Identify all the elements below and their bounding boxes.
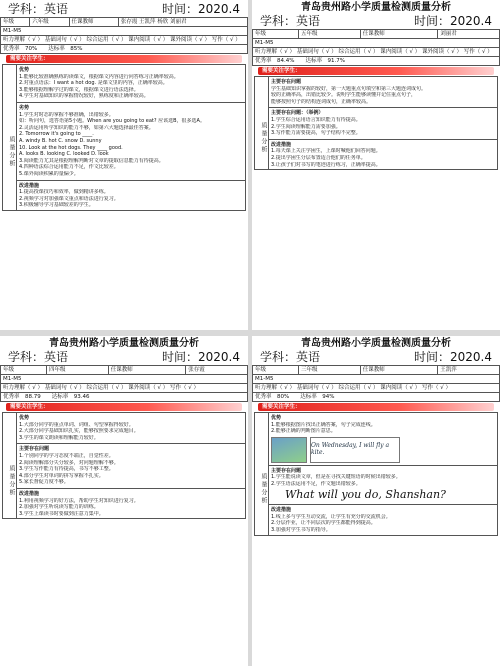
subject-label: 学科：英语: [8, 350, 69, 364]
focus-students-label: 需要关注学生：: [10, 404, 49, 410]
subject-row: [0, 2, 248, 17]
info-table: [252, 29, 500, 66]
info-row-rate: [1, 393, 248, 402]
info-row-skills: [1, 384, 248, 393]
analysis-side-label: 质量分析: [3, 413, 17, 518]
section-line: 3.阅读能力尤其是根据理解判断对文章的提取信息能力有待提高。: [19, 157, 164, 164]
section-line: 较的正确率高，出错比较少。说明学生能够读懂并记住重点句子，: [271, 92, 417, 99]
section-line: 1.能够根据图片找出正确答案，句子完成连线。: [271, 421, 376, 428]
section-title: 优势: [19, 67, 30, 73]
info-cell: 年级: [253, 30, 299, 39]
info-row-scope: [253, 39, 500, 48]
subject-row: [252, 350, 500, 365]
section-line: A. windy B. hot C. snow D. sunny: [19, 137, 102, 144]
time-label: 时间：2020.4: [162, 350, 240, 364]
scope-cell: M1-M5: [253, 375, 500, 384]
section-line: 1.学生能说读文章，但是在寻找关键短语的时候出错较多。: [271, 474, 401, 481]
analysis-side-label: 质量分析: [255, 413, 269, 535]
rate-cell: 优秀率 84.4% 达标率 91.7%: [253, 57, 500, 66]
section-title: 改进措施: [19, 182, 40, 189]
focus-students-bar: [6, 55, 242, 63]
section-line: 2.分层作业，让不同层次的学生都能得到提高。: [271, 520, 376, 527]
section-line: 2.大部分同学基础知识扎实，能够按照要求完成题目。: [19, 428, 139, 435]
section-line: 3.学生上课读书时要做到注意力集中。: [19, 510, 104, 517]
analysis-side-label: 质量分析: [3, 65, 17, 210]
scope-cell: M1-M5: [1, 375, 248, 384]
info-cell: 张存霞: [186, 366, 248, 375]
exercise-picture: [271, 437, 495, 463]
info-row-skills: [1, 36, 248, 45]
scope-cell: M1-M5: [1, 27, 248, 36]
section-title: 优势: [19, 415, 30, 421]
skills-cell: 听力理解（ √ ） 基础词句（ √ ） 综合运用（ √ ） 课外阅读（ √ ） 写作（ √ ）: [1, 384, 248, 393]
section-line: 2.阅读理解部分失分较多，对问题理解不够。: [19, 459, 119, 466]
rate-cell: 优秀率 80% 达标率 94%: [253, 393, 500, 402]
analysis-body: [254, 412, 498, 536]
info-row-rate: [253, 393, 500, 402]
info-row-grade: [1, 366, 248, 375]
info-cell: 五年级: [298, 30, 360, 39]
section-line: 2.学生语法运用不足，作文题出错较多。: [271, 480, 361, 487]
focus-students-bar: [6, 403, 242, 411]
info-row-rate: [253, 57, 500, 66]
analysis-body: [2, 64, 246, 211]
focus-students-label: 需要关注学生：: [262, 404, 301, 410]
section-line: 2.对重点语法：I want a hot dog. 是课文里的内容，正确率较高。: [19, 80, 168, 87]
section-line: 1.个别同学的学习态度不端正，自觉性差。: [19, 452, 114, 459]
scope-cell: M1-M5: [253, 39, 500, 48]
info-row-grade: [1, 18, 248, 27]
report-sheet-grade4: [0, 336, 248, 666]
info-cell: 任课教师: [108, 366, 186, 375]
skills-cell: 听力理解（ √ ） 基础词句（ √ ） 综合运用（ √ ） 课内阅读（ √ ） 课外阅读（ √ ） 写作（ √ ）: [253, 48, 500, 57]
section-title: 主要存在问题: [19, 446, 50, 453]
analysis-content: [269, 77, 497, 169]
subject-label: 学科：英语: [260, 14, 321, 28]
section-line: 1.大部分同学的重点单词、词组、句型掌握得较好。: [19, 421, 134, 428]
info-cell: 年级: [1, 366, 47, 375]
subject-label: 学科：英语: [8, 2, 69, 16]
info-row-skills: [253, 384, 500, 393]
section-line: 能够按照句子的结构连词成句，正确率较高。: [271, 98, 372, 105]
info-row-scope: [1, 27, 248, 36]
section-line: 3.让孩子们对书写的笔迹进行练习，正确率提高。: [271, 161, 381, 168]
section-line: 3.写作能力需要提高，句子结构不完整。: [271, 130, 361, 137]
skills-cell: 听力理解（ √ ） 基础词句（ √ ） 综合运用（ √ ） 课内阅读（ √ ） 写作（ √ ）: [253, 384, 500, 393]
section-divider: [269, 139, 497, 140]
section-line: 1.学生综合运用语言知识能力有待提高。: [271, 116, 361, 123]
section-divider: [269, 465, 497, 466]
info-row-scope: [1, 375, 248, 384]
rate-cell: 优秀率 88.79 达标率 93.46: [1, 393, 248, 402]
section-line: 如：听问句，选答语第5小题。When are you going to eat? 应该选B，很多选A。: [19, 118, 205, 125]
info-cell: 六年级: [30, 18, 69, 27]
analysis-body: [254, 76, 498, 170]
section-line: 1.线上多与学生互动交流，让学生有充分的交流机会。: [271, 513, 391, 520]
section-line: 10. Look at the hot dogs. They ____ good.: [19, 144, 123, 151]
info-cell: 任课教师: [69, 18, 118, 27]
section-line: 2.学生阅读理解能力需要加强。: [271, 123, 341, 130]
focus-students-label: 需要关注学生：: [10, 56, 49, 62]
info-cell: 张存霞 王凯萍 杨欣 刘丽君: [118, 18, 247, 27]
section-line: 5.家长督促力度不够。: [19, 479, 69, 486]
section-line: 学生基础知识掌握的较好，第一大题重点句填空和第三大题连词成句。: [271, 85, 427, 92]
report-sheet-grade5: [252, 0, 500, 330]
info-row-rate: [1, 45, 248, 54]
section-line: A. looks B. looking C. looked D. look: [19, 151, 109, 158]
info-table: [0, 17, 248, 54]
section-line: 3.积极辅导学习基础较差的学生。: [19, 202, 94, 209]
section-divider: [17, 180, 245, 181]
rate-cell: 优秀率 70% 达标率 85%: [1, 45, 248, 54]
section-line: 2.视频学习对加强课文重点和语法进行复习。: [19, 195, 119, 202]
subject-row: [0, 350, 248, 365]
analysis-content: [17, 413, 245, 518]
report-sheet-grade3: [252, 336, 500, 666]
info-cell: 三年级: [298, 366, 360, 375]
analysis-content: [17, 65, 245, 210]
info-cell: 任课教师: [360, 30, 438, 39]
section-title: 改进措施: [271, 141, 292, 148]
time-label: 时间：2020.4: [414, 350, 492, 364]
section-line: 2. Tomorrow it's going to ____.: [19, 131, 94, 138]
section-line: 2.灵活运用所学知识的能力不够，如第六大题选择最佳答案。: [19, 124, 154, 131]
info-table: [0, 365, 248, 402]
report-banner: 青岛贵州路小学质量检测质量分析: [49, 338, 199, 349]
section-line: 1.提高授课技巧和效率，做到精讲多练。: [19, 189, 109, 196]
info-cell: 任课教师: [360, 366, 438, 375]
info-cell: 年级: [1, 18, 30, 27]
info-cell: 刘丽君: [438, 30, 500, 39]
section-line: 3.加强对学生书写的指导。: [271, 526, 331, 533]
section-line: 1.学生对时态的掌握不够准确，出错较多。: [19, 111, 114, 118]
report-sheet-grade6: [0, 0, 248, 330]
section-line: 3.能够根据理解学过的课文，根据课文进行语法选择。: [19, 86, 139, 93]
section-line: 4.学生对基础知识的掌握情况较好，熟练度和正确率较高。: [19, 93, 149, 100]
section-divider: [17, 488, 245, 489]
info-table: [252, 365, 500, 402]
info-row-skills: [253, 48, 500, 57]
section-title: 主要存在问题: [271, 79, 302, 85]
section-divider: [17, 443, 245, 444]
section-line: 2.加强对学生听说读写能力的训练。: [19, 504, 99, 511]
picture-caption: On Wednesday, I will fly a kite.: [310, 437, 400, 463]
section-title: 改进措施: [271, 507, 292, 514]
time-label: 时间：2020.4: [414, 14, 492, 28]
section-line: 2.能够正确的判断图片意思。: [271, 428, 336, 435]
info-row-grade: [253, 30, 500, 39]
focus-students-bar: [258, 403, 494, 411]
section-line: 1.利用视频学习的好方法，帮助学生对知识进行复习。: [19, 497, 139, 504]
exercise-photo: [271, 437, 307, 463]
info-cell: 四年级: [46, 366, 108, 375]
analysis-side-label: 质量分析: [255, 77, 269, 169]
section-line: 5.课外阅读积累的量偏少。: [19, 170, 79, 177]
subject-row: [252, 14, 500, 29]
subject-label: 学科：英语: [260, 350, 321, 364]
section-title: 劣势: [19, 104, 30, 111]
report-banner: 青岛贵州路小学质量检测质量分析: [301, 2, 451, 13]
handwritten-sentence: What will you do, Shanshan?: [285, 487, 446, 501]
section-title: 主要存在问题: [271, 467, 302, 474]
section-title: 改进措施: [19, 490, 40, 497]
info-cell: 王凯萍: [438, 366, 500, 375]
section-line: 3.学生写作能力有待提高，书写不够工整。: [19, 466, 114, 473]
section-line: 1.每天课上关注学困生，上课时喊他们回答问题。: [271, 148, 381, 155]
section-line: 4.四种语法综合运用能力不足，作文比较差。: [19, 164, 119, 171]
analysis-content: [269, 413, 497, 535]
focus-students-bar: [258, 67, 494, 75]
section-title: 优势: [271, 415, 282, 421]
info-row-grade: [253, 366, 500, 375]
section-divider: [17, 102, 245, 103]
analysis-body: [2, 412, 246, 519]
section-divider: [269, 107, 497, 108]
info-cell: 年级: [253, 366, 299, 375]
skills-cell: 听力理解（ √ ） 基础词句（ √ ） 综合运用（ √ ） 课内阅读（ √ ） 课外阅读（ √ ） 写作（ √ ）: [1, 36, 248, 45]
section-divider: [269, 504, 497, 505]
info-row-scope: [253, 375, 500, 384]
focus-students-label: 需要关注学生：: [262, 68, 301, 74]
time-label: 时间：2020.4: [162, 2, 240, 16]
report-banner: 青岛贵州路小学质量检测质量分析: [301, 338, 451, 349]
section-line: 2.提出学困生分层布置适合他们的任务单。: [271, 154, 366, 161]
section-title: 主要存在问题：（举例）: [271, 110, 324, 117]
section-line: 3.学生的课文朗读和理解能力较好。: [19, 434, 99, 441]
section-line: 4.部分学生对单词的拼写掌握不扎实。: [19, 472, 104, 479]
section-line: 1.能够比较准确熟练的读课文，根据课文内容进行问答练习正确率较高。: [19, 73, 179, 80]
